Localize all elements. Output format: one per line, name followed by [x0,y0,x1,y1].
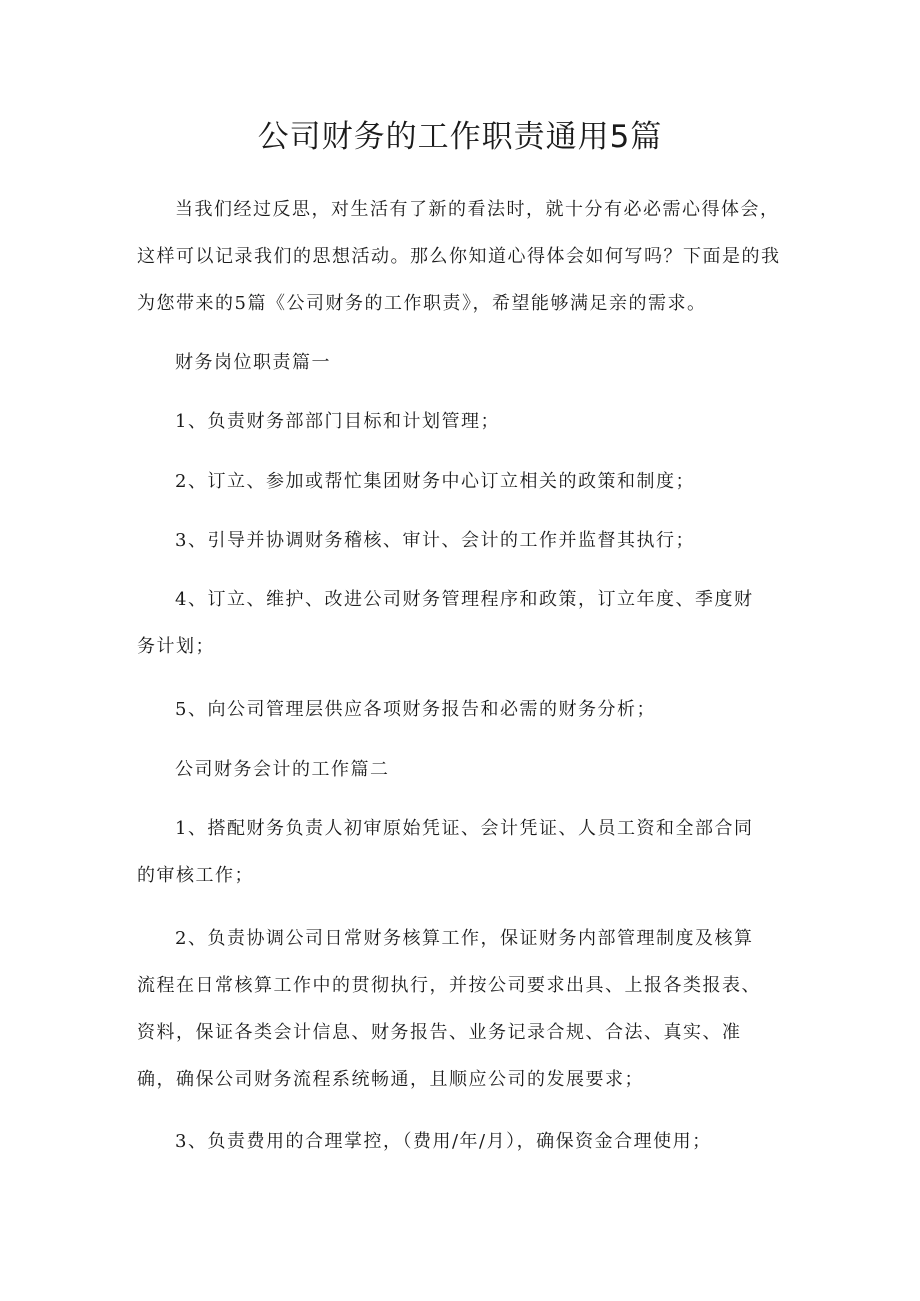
section1-item-5 [137,686,787,733]
item-line: 5、向公司管理层供应各项财务报告和必需的财务分析； [175,699,656,720]
section2-item-2 [137,915,787,1103]
section1-item-1 [137,398,787,445]
item-line: 确，确保公司财务流程系统畅通，且顺应公司的发展要求； [137,1069,644,1090]
item-line: 的审核工作； [137,865,254,886]
item-line: 2、订立、参加或帮忙集团财务中心订立相关的政策和制度； [175,471,695,492]
section1-item-3 [137,517,787,564]
intro-line: 这样可以记录我们的思想活动。那么你知道心得体会如何写吗？下面是的我 [137,246,781,267]
item-line: 4、订立、维护、改进公司财务管理程序和政策，订立年度、季度财 [175,589,754,610]
section1-heading: 财务岗位职责篇一 [175,352,331,373]
section2-item-1 [137,805,787,899]
item-line: 3、引导并协调财务稽核、审计、会计的工作并监督其执行； [175,530,695,551]
section1-item-4 [137,576,787,670]
item-line: 1、搭配财务负责人初审原始凭证、会计凭证、人员工资和全部合同 [175,818,754,839]
section1-item-2 [137,458,787,505]
item-line: 务计划； [137,636,215,657]
document-title: 公司财务的工作职责通用5篇 [257,119,663,155]
section2-heading: 公司财务会计的工作篇二 [175,759,390,780]
intro-line: 为您带来的5篇《公司财务的工作职责》，希望能够满足亲的需求。 [137,293,707,314]
intro-paragraph [137,186,787,327]
section2-item-3 [137,1118,787,1165]
item-line: 2、负责协调公司日常财务核算工作，保证财务内部管理制度及核算 [175,928,754,949]
item-line: 资料，保证各类会计信息、财务报告、业务记录合规、合法、真实、准 [137,1022,742,1043]
intro-line: 当我们经过反思，对生活有了新的看法时，就十分有必必需心得体会， [175,199,780,220]
item-line: 1、负责财务部部门目标和计划管理； [175,411,500,432]
item-line: 3、负责费用的合理掌控，（费用/年/月），确保资金合理使用； [175,1131,712,1152]
item-line: 流程在日常核算工作中的贯彻执行，并按公司要求出具、上报各类报表、 [137,975,761,996]
